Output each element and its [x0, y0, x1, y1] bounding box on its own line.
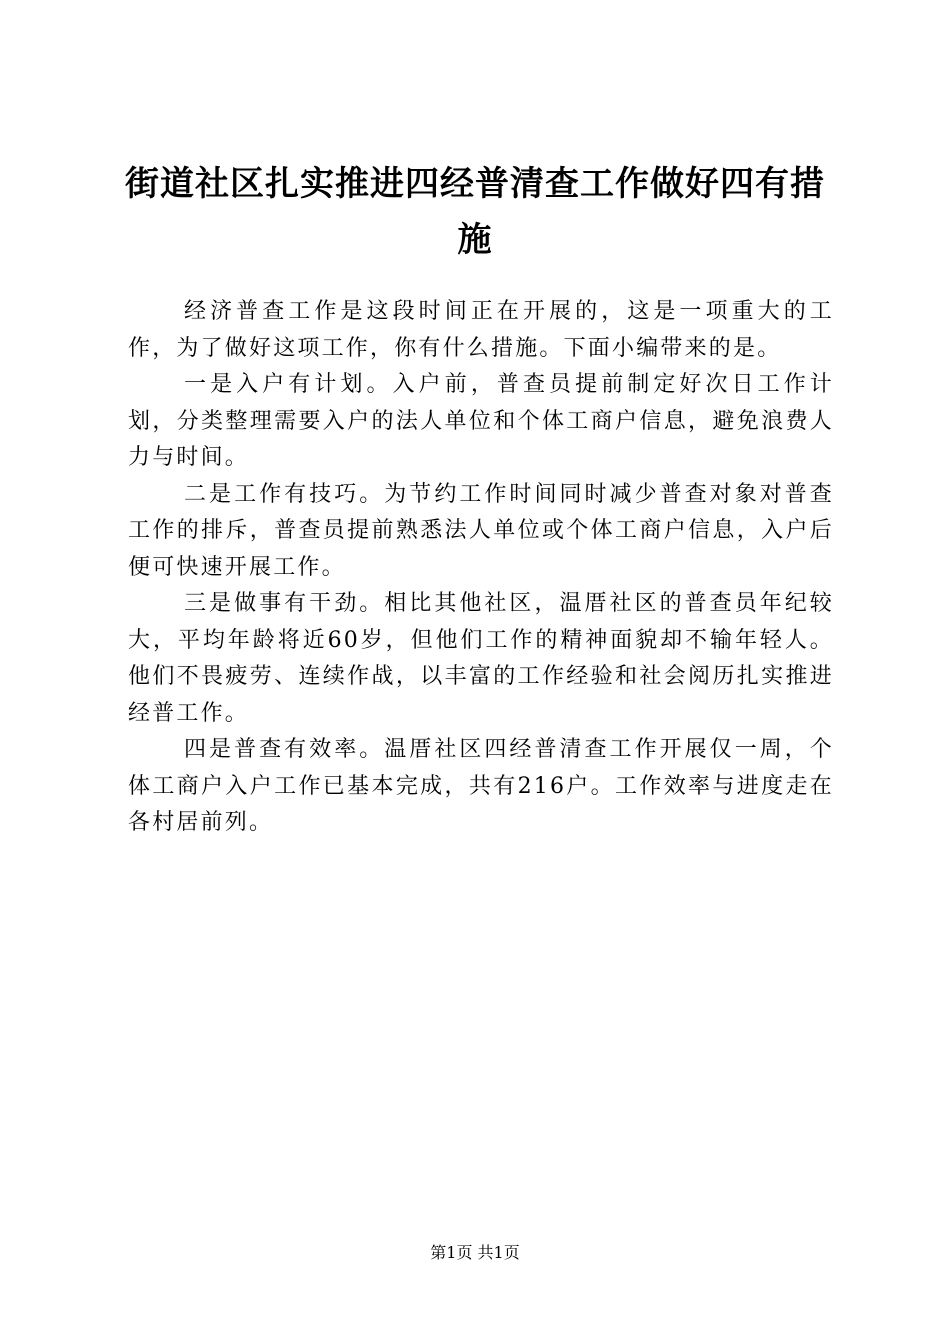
- paragraph-plan: 一是入户有计划。入户前，普查员提前制定好次日工作计划，分类整理需要入户的法人单位和个体工商户信息，避免浪费人力与时间。: [128, 372, 834, 470]
- page-footer: 第1页 共1页: [430, 1243, 520, 1262]
- paragraph-drive: 三是做事有干劲。相比其他社区，温厝社区的普查员年纪较大，平均年龄将近60岁，但他们工作的精神面貌却不输年轻人。他们不畏疲劳、连续作战，以丰富的工作经验和社会阅历扎实推进经普工作。: [128, 591, 834, 726]
- paragraph-skill: 二是工作有技巧。为节约工作时间同时减少普查对象对普查工作的排斥，普查员提前熟悉法人单位或个体工商户信息，入户后便可快速开展工作。: [128, 481, 834, 580]
- paragraph-efficiency: 四是普查有效率。温厝社区四经普清查工作开展仅一周，个体工商户入户工作已基本完成，共有216户。工作效率与进度走在各村居前列。: [128, 737, 834, 835]
- document-body: [128, 294, 834, 842]
- document-title: 街道社区扎实推进四经普清查工作做好四有措施: [125, 164, 825, 260]
- paragraph-intro: 经济普查工作是这段时间正在开展的，这是一项重大的工作，为了做好这项工作，你有什么措施。下面小编带来的是。: [128, 299, 834, 361]
